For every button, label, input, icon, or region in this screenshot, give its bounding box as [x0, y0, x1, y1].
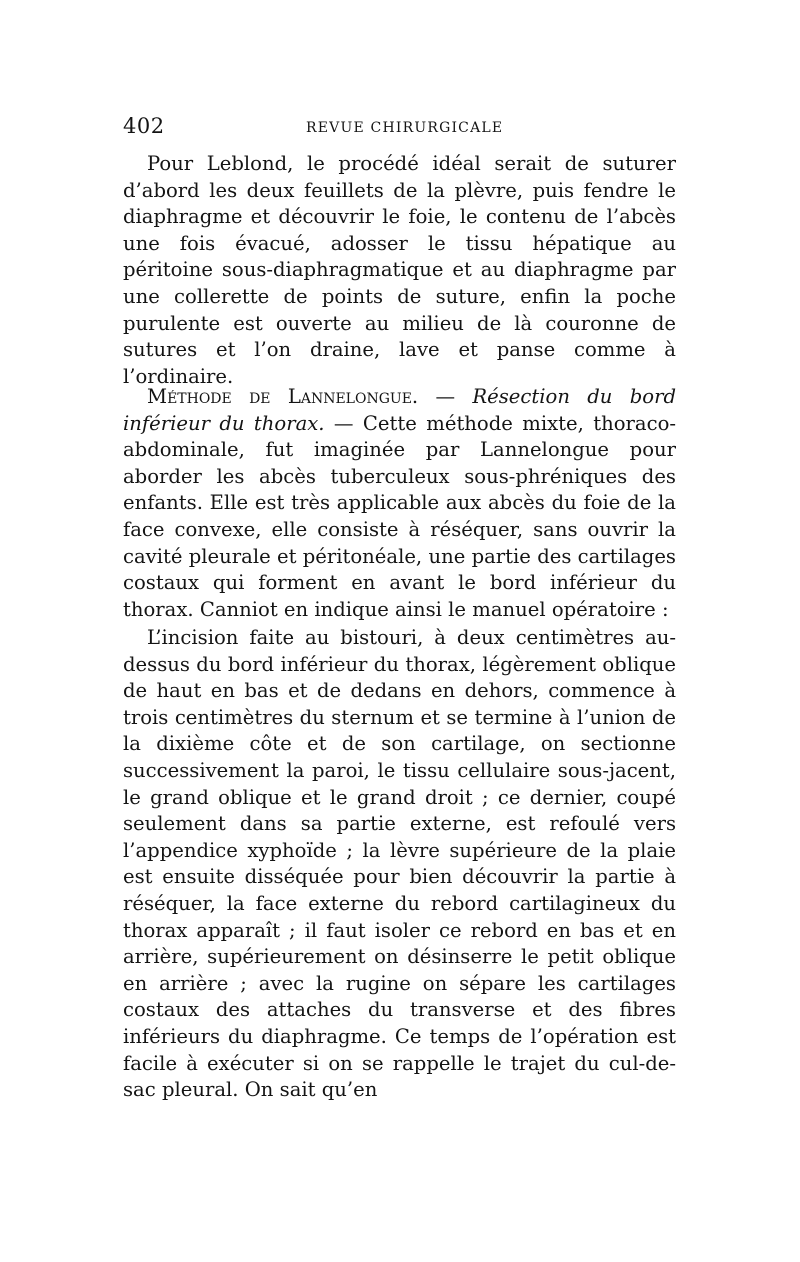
running-title: REVUE CHIRURGICALE [306, 120, 504, 136]
paragraph-leblond [123, 151, 676, 390]
heading-dash: — [418, 385, 473, 408]
paragraph-text [123, 384, 676, 623]
paragraph-incision [123, 625, 676, 1104]
paragraph-text: L’incision faite au bistouri, à deux centimètres au-dessus du bord inférieur du thorax, légèrement oblique de haut en bas et de dedans en dehors, commence à trois centimètres du sternum et se termine à l’union de la dixième côte et de son cartilage, on sectionne successivement la paroi, le tissu cellulaire sous-jacent, le grand oblique et le grand droit ; ce dernier, coupé seulement dans sa partie externe, est refoulé vers l’appendice xyphoïde ; la lèvre supérieure de la plaie est ensuite disséquée pour bien découvrir la partie à réséquer, la face externe du rebord cartilagineux du thorax apparaît ; il faut isoler ce rebord en bas et en arrière, supérieurement on désinserre le petit oblique en arrière ; avec la rugine on sépare les cartilages costaux des attaches du transverse et des fibres inférieurs du diaphragme. Ce temps de l’opération est facile à exécuter si on se rappelle le trajet du cul-de-sac pleural. On sait qu’en [123, 626, 676, 1102]
section-subtitle: Résection du bord inférieur du thorax. [123, 385, 676, 435]
paragraph-lannelongue-method [123, 384, 676, 623]
page-header [123, 112, 675, 142]
page-number: 402 [123, 114, 165, 138]
paragraph-text: Pour Leblond, le procédé idéal serait de suturer d’abord les deux feuillets de la plèvre, puis fendre le diaphragme et découvrir le foie, le contenu de l’abcès une fois évacué, adosser le tissu hépatique au péritoine sous-diaphragmatique et au diaphragme par une collerette de points de suture, enfin la poche purulente est ouverte au milieu de là couronne de sutures et l’on draine, lave et panse comme à l’ordinaire. [123, 152, 676, 388]
section-heading: Méthode de Lannelongue. [147, 385, 419, 408]
section-body: — Cette méthode mixte, thoraco-abdominale, fut imaginée par Lannelongue pour aborder les abcès tuberculeux sous-phréniques des enfants. Elle est très applicable aux abcès du foie de la face convexe, elle consiste à réséquer, sans ouvrir la cavité pleurale et péritonéale, une partie des cartilages costaux qui forment en avant le bord inférieur du thorax. Canniot en indique ainsi le manuel opératoire : [123, 411, 676, 621]
